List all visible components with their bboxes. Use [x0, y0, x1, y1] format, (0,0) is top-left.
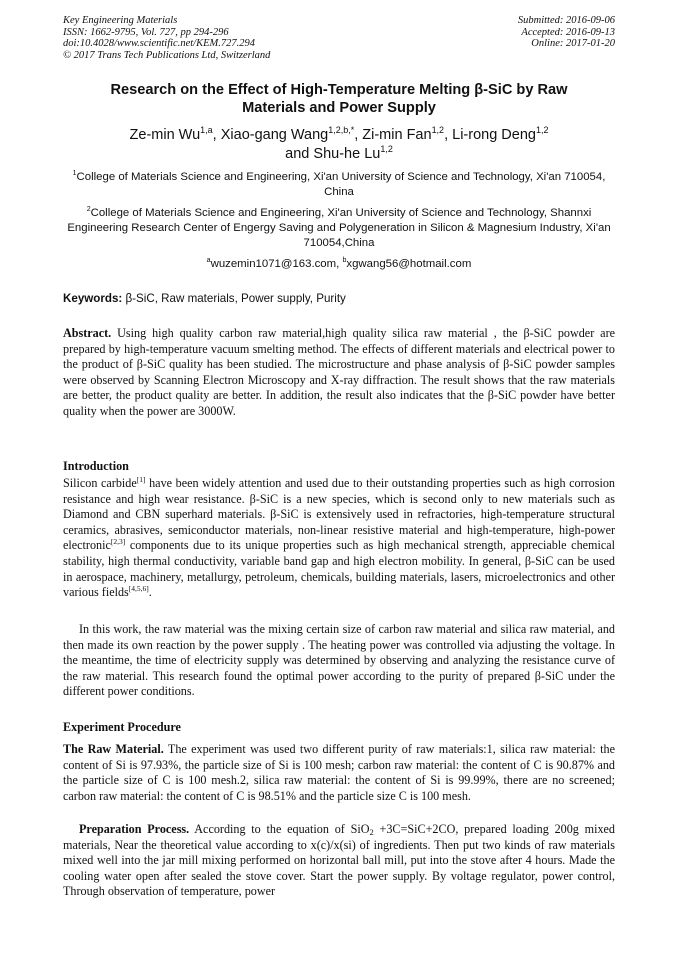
- affiliation-text: College of Materials Science and Engineering, Xi'an University of Science and Technology, Xi'an 710054, China: [76, 171, 606, 198]
- author-sep: ,: [212, 127, 221, 143]
- journal-copyright: © 2017 Trans Tech Publications Ltd, Switzerland: [63, 49, 271, 61]
- affiliation-1: [63, 170, 615, 200]
- abstract-text: Using high quality carbon raw material,high quality silica raw material , the β-SiC powder are prepared by high-temperature vacuum smelting method. The effects of different materials and electrical power to the product of β-SiC quality has been studied. The microstructure and phase analysis of β-SiC powder samples were observed by Scanning Electron Microscopy and X-ray diffraction. The result shows that the raw materials are better, the product quality are better. In addition, the result also indicates that the β-SiC powder have better quality when the power are 3000W.: [63, 326, 615, 418]
- keywords: [63, 291, 615, 306]
- keywords-label: Keywords:: [63, 292, 123, 305]
- email-marker: a: [206, 257, 211, 265]
- author-name: Xiao-gang Wang: [220, 127, 329, 143]
- author-name: Shu-he Lu: [313, 146, 381, 162]
- intro-text: Silicon carbide: [63, 476, 137, 490]
- intro-text: components due to its unique properties such as high mechanical strength, appreciable chemical stability, high thermal conductivity, variable band gap and high electron mobility. In general, β-SiC can be used in aerospace, machinery, metallurgy, petroleum, chemicals, building materials, lasers, microelectronics and other various fields: [63, 538, 615, 600]
- intro-text: .: [148, 585, 152, 600]
- preparation-label: Preparation Process.: [79, 822, 190, 836]
- email-separator: ,: [336, 258, 343, 270]
- experiment-heading: Experiment Procedure: [63, 720, 181, 734]
- author-sep: and: [285, 146, 314, 162]
- author-name: Zi-min Fan: [362, 127, 432, 143]
- author-list: [63, 126, 615, 164]
- title-line-2: Materials and Power Supply: [242, 100, 436, 116]
- online-date: Online: 2017-01-20: [531, 38, 615, 49]
- publication-dates: [518, 15, 615, 50]
- paper-title: [63, 81, 615, 117]
- author-sup: 1,a: [200, 125, 213, 136]
- accepted-date: Accepted: 2016-09-13: [521, 26, 615, 38]
- intro-paragraph-2: [63, 622, 615, 700]
- email-link-a[interactable]: wuzemin1071@163.com: [210, 258, 337, 270]
- author-emails: [63, 257, 615, 272]
- submitted-date: Submitted: 2016-09-06: [517, 15, 615, 26]
- author-sup: 1,2,b,*: [328, 125, 355, 136]
- affiliation-marker: 2: [86, 206, 91, 214]
- author-sep: ,: [354, 127, 363, 143]
- raw-material-label: The Raw Material.: [63, 742, 164, 756]
- author-line-2: [63, 145, 615, 164]
- introduction-heading: Introduction: [63, 459, 129, 473]
- author-name: Li-rong Deng: [452, 127, 536, 143]
- abstract: [63, 326, 615, 420]
- journal-info: [63, 15, 270, 61]
- author-sup: 1,2: [431, 125, 445, 136]
- intro-text: have been widely attention and used due to their outstanding properties such as high corrosion resistance and high wear resistance. β-SiC is a new species, which is second only to new materials such as Diamond and CBN superhard materials. β-SiC is extensively used in refractories, high-temperature structural ceramics, abrasives, semiconductor materials, non-linear resistive material and high-temperature, high-power electronic: [63, 476, 615, 553]
- author-sup: 1,2: [535, 125, 549, 136]
- journal-issn: ISSN: 1662-9795, Vol. 727, pp 294-296: [63, 26, 229, 38]
- author-sup: 1,2: [380, 144, 393, 155]
- preparation-text: +3C=SiC+2CO, prepared loading 200g mixed materials, Near the theoretical value according to x(c)/x(si) of ingredients. Then put two kinds of raw materials mixed well into the jar mill mixing performed on horizontal ball mill, put into the stove after 4 hours. Made the cooling water open after sealed the stove cover. Start the power supply. By voltage regulator, power control, Through observation of temperature, power: [63, 822, 615, 899]
- author-line-1: [63, 126, 615, 145]
- keywords-text: β-SiC, Raw materials, Power supply, Purity: [122, 292, 346, 305]
- affiliation-text: College of Materials Science and Engineering, Xi'an University of Science and Technology, Shannxi Engineering Research Center of Engergy Saving and Polygeneration in Silicon & Magnesium Industry, Xi'an 710054,China: [67, 207, 611, 249]
- preparation-paragraph: [63, 822, 615, 900]
- intro-text: In this work, the raw material was the mixing certain size of carbon raw material and silica raw material, and then made its own reaction by the power supply . The heating power was controlled via adjusting the voltage. In the meantime, the time of electricity supply was determined by observing and analyzing the resistance curve of the raw material. This research found the optimal power according to the purity of prepared β-SiC under the different power conditions.: [63, 622, 615, 699]
- abstract-label: Abstract.: [63, 326, 112, 340]
- citation-4-5-6[interactable]: [4,5,6]: [128, 584, 149, 594]
- journal-doi[interactable]: doi:10.4028/www.scientific.net/KEM.727.294: [63, 38, 255, 49]
- intro-paragraph-1: [63, 476, 615, 601]
- raw-material-paragraph: [63, 742, 615, 804]
- preparation-text: According to the equation of SiO: [189, 822, 370, 836]
- journal-name: Key Engineering Materials: [63, 15, 178, 26]
- email-marker: b: [342, 257, 347, 265]
- affiliation-marker: 1: [72, 170, 77, 178]
- title-line-1: Research on the Effect of High-Temperature Melting β-SiC by Raw: [110, 82, 568, 98]
- author-sep: ,: [444, 127, 453, 143]
- email-link-b[interactable]: xgwang56@hotmail.com: [346, 258, 472, 270]
- citation-2-3[interactable]: [2,3]: [110, 537, 126, 547]
- raw-material-text: The experiment was used two different purity of raw materials:1, silica raw material: the content of Si is 97.93%, the particle size of Si is 100 mesh; carbon raw material: the content of C is 90.87% and the particle size of C is 100 mesh.2, silica raw material: the content of Si is 99.99%, there are no screened; carbon raw material: the content of C is 98.51% and the particle size C is 100 mesh.: [63, 742, 615, 803]
- citation-1[interactable]: [1]: [136, 474, 146, 484]
- author-name: Ze-min Wu: [129, 127, 201, 143]
- subscript: 2: [369, 827, 374, 838]
- affiliation-2: [63, 206, 615, 251]
